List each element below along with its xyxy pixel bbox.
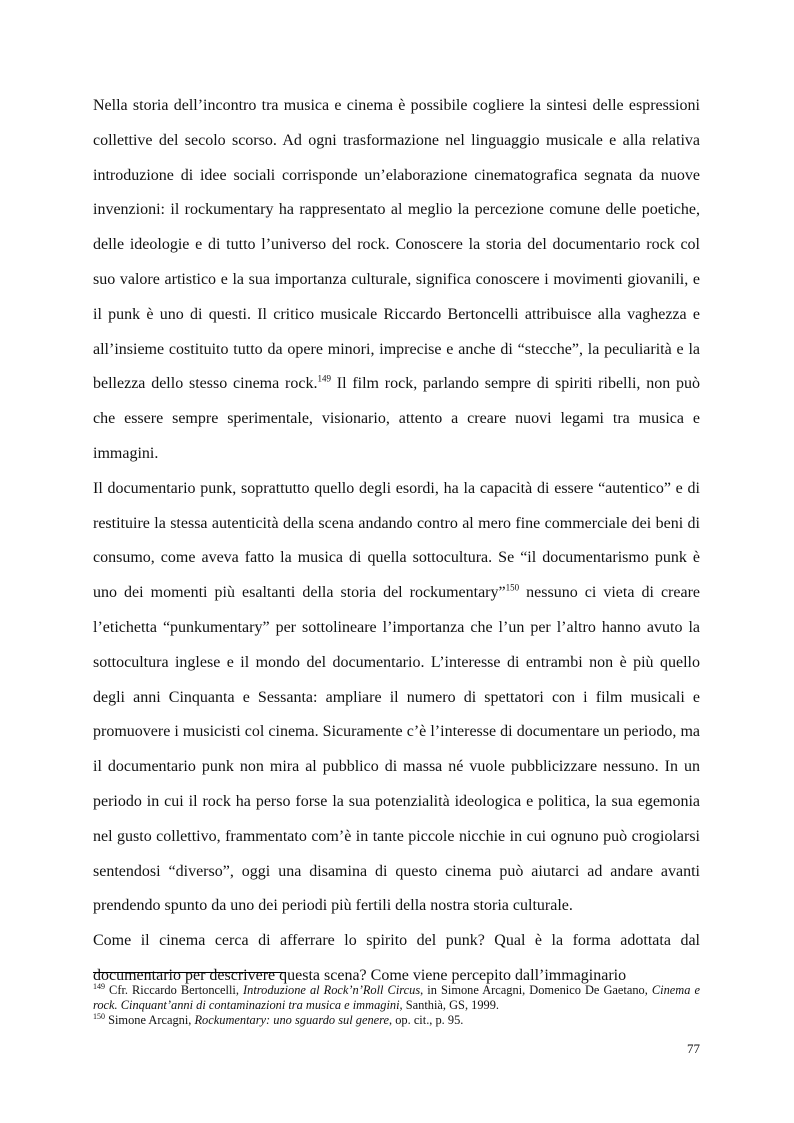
footnote-149-text-end: , Santhià, GS, 1999. — [399, 998, 500, 1012]
paragraph-1-text-cont: Il film rock, parlando sempre di spiriti ribelli, non può che essere sempre sperimentale, visionario, attento a creare nuovi legami tra musica e immagini. — [93, 375, 700, 462]
footnote-150 — [93, 1013, 700, 1028]
footnotes — [93, 983, 700, 1028]
paragraph-1 — [93, 89, 700, 472]
footnote-149 — [93, 983, 700, 1013]
footnote-ref-149[interactable]: 149 — [317, 374, 331, 385]
footnote-number-149: 149 — [93, 981, 105, 991]
footnote-150-title: Rockumentary: uno sguardo sul genere — [194, 1013, 390, 1027]
footnote-ref-150[interactable]: 150 — [505, 582, 520, 593]
footnote-149-text-cont: , in Simone Arcagni, Domenico De Gaetano, — [420, 983, 652, 997]
page-body — [93, 89, 700, 994]
footnote-149-title: Introduzione al Rock’n’Roll Circus — [243, 983, 421, 997]
paragraph-1-text: Nella storia dell’incontro tra musica e cinema è possibile cogliere la sintesi delle espressioni collettive del secolo scorso. Ad ogni trasformazione nel linguaggio musicale e alla relativa introduzione di idee sociali corrisponde un’elaborazione cinematografica segnata da nuove invenzioni: il rockumentary ha rappresentato al meglio la percezione comune delle poetiche, delle ideologie e di tutto l’universo del rock. Conoscere la storia del documentario rock col suo valore artistico e la sua importanza culturale, significa conoscere i movimenti giovanili, e il punk è uno di questi. Il critico musicale Riccardo Bertoncelli attribuisce alla vaghezza e all’insieme costituito tutto da opere minori, imprecise e anche di “stecche”, la peculiarità e la bellezza dello stesso cinema rock. — [93, 97, 700, 393]
paragraph-2 — [93, 472, 700, 924]
footnote-150-text: Simone Arcagni, — [105, 1013, 195, 1027]
footnote-149-book: Cinema e rock. Cinquant’anni di contaminazioni tra musica e immagini — [93, 983, 700, 1012]
footnote-149-text: Cfr. Riccardo Bertoncelli, — [105, 983, 244, 997]
page-number: 77 — [687, 1041, 700, 1056]
footnote-divider — [93, 972, 286, 973]
footnote-number-150: 150 — [93, 1011, 105, 1021]
paragraph-2-text-cont: nessuno ci vieta di creare l’etichetta “punkumentary” per sottolineare l’importanza che l’un per l’altro hanno avuto la sottocultura inglese e il mondo del documentario. L’interesse di entrambi non è più quello degli anni Cinquanta e Sessanta: ampliare il numero di spettatori con i film musicali e promuovere i musicisti col cinema. Sicuramente c’è l’interesse di documentare un periodo, ma il documentario punk non mira al pubblico di massa né vuole pubblicizzare nessuno. In un periodo in cui il rock ha perso forse la sua potenzialità ideologica e politica, la sua egemonia nel gusto collettivo, frammentato com’è in tante piccole nicchie in cui ognuno può crogiolarsi sentendosi “diverso”, oggi una disamina di questo cinema può aiutarci ad andare avanti prendendo spunto da uno dei periodi più fertili della nostra storia culturale. — [93, 584, 701, 915]
paragraph-2-text: Il documentario punk, soprattutto quello degli esordi, ha la capacità di essere “autentico” e di restituire la stessa autenticità della scena andando contro al mero fine commerciale dei beni di consumo, come aveva fatto la musica di quella sottocultura. Se “il documentarismo punk è uno dei momenti più esaltanti della storia del rockumentary” — [93, 479, 700, 602]
footnote-150-text-end: , op. cit., p. 95. — [389, 1013, 464, 1027]
paragraph-3-text: Come il cinema cerca di afferrare lo spirito del punk? Qual è la forma adottata dal documentario per descrivere questa scena? Come viene percepito dall’immaginario — [93, 932, 700, 984]
